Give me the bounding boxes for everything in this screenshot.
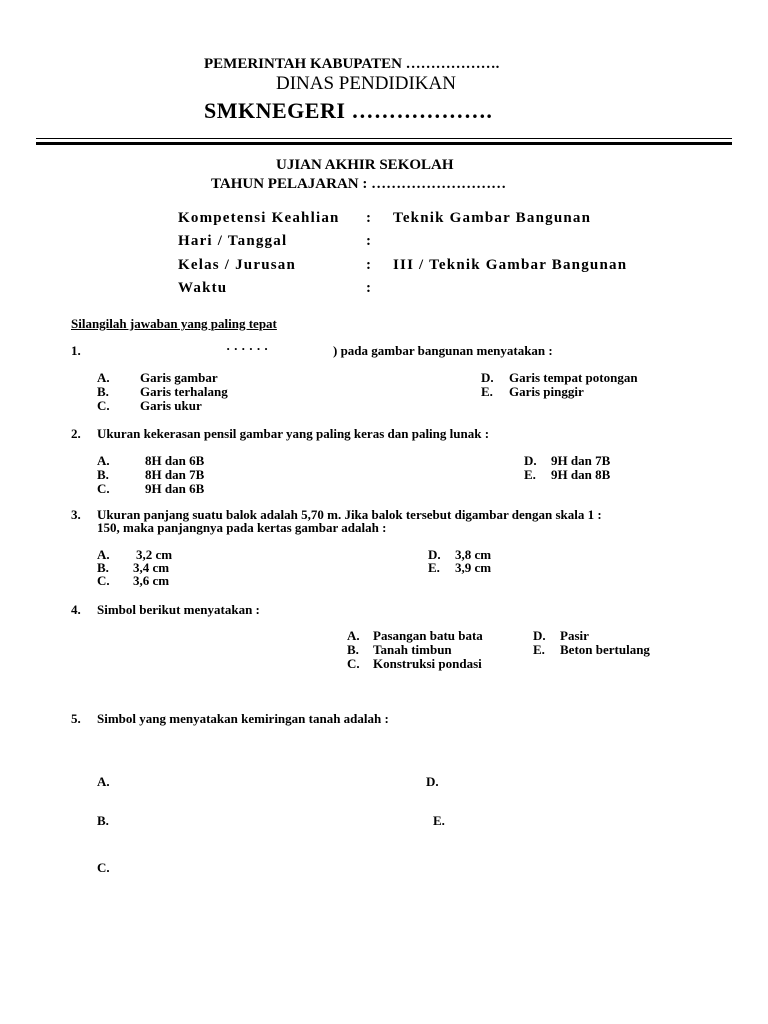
q3-option-b-letter: B.	[97, 560, 109, 575]
q3-option-c-text: 3,6 cm	[133, 573, 170, 588]
question-2-number: 2.	[71, 426, 81, 441]
header-government: PEMERINTAH KABUPATEN ……………….	[204, 56, 500, 72]
question-1-line-symbol: · · · · · ·	[226, 341, 269, 356]
kompetensi-value: Teknik Gambar Bangunan	[393, 210, 592, 226]
q3-option-b-text: 3,4 cm	[133, 560, 170, 575]
q4-option-e-text: Beton bertulang	[560, 642, 650, 657]
exam-title: UJIAN AKHIR SEKOLAH	[276, 157, 454, 173]
question-1-number: 1.	[71, 343, 81, 358]
q2-option-d-letter: D.	[524, 453, 537, 468]
q4-option-a-text: Pasangan batu bata	[373, 628, 483, 643]
q1-option-e-text: Garis pinggir	[509, 384, 584, 399]
question-3-text-line1: Ukuran panjang suatu balok adalah 5,70 m. Jika balok tersebut digambar dengan skala 1 :	[97, 507, 602, 522]
q1-option-d-letter: D.	[481, 370, 494, 385]
question-2-text: Ukuran kekerasan pensil gambar yang paling keras dan paling lunak :	[97, 426, 490, 441]
q2-option-d-text: 9H dan 7B	[551, 453, 611, 468]
waktu-label: Waktu	[178, 280, 228, 296]
q1-option-c-letter: C.	[97, 398, 110, 413]
q4-option-e-letter: E.	[533, 642, 545, 657]
q1-option-b-letter: B.	[97, 384, 109, 399]
header-divider-thick	[36, 142, 732, 145]
kompetensi-colon: :	[366, 210, 373, 226]
q2-option-a-letter: A.	[97, 453, 110, 468]
q4-option-c-letter: C.	[347, 656, 360, 671]
q5-option-b-letter: B.	[97, 813, 109, 828]
hari-colon: :	[366, 233, 373, 249]
q5-option-c-letter: C.	[97, 860, 110, 875]
kelas-label: Kelas / Jurusan	[178, 257, 297, 273]
instruction: Silangilah jawaban yang paling tepat	[71, 316, 277, 331]
question-1-text: ) pada gambar bangunan menyatakan :	[333, 343, 553, 358]
kompetensi-label: Kompetensi Keahlian	[178, 210, 340, 226]
q1-option-b-text: Garis terhalang	[140, 384, 228, 399]
question-5-number: 5.	[71, 711, 81, 726]
q1-option-d-text: Garis tempat potongan	[509, 370, 638, 385]
kelas-value: III / Teknik Gambar Bangunan	[393, 257, 628, 273]
q4-option-c-text: Konstruksi pondasi	[373, 656, 482, 671]
q2-option-e-text: 9H dan 8B	[551, 467, 611, 482]
q4-option-b-text: Tanah timbun	[373, 642, 452, 657]
kelas-colon: :	[366, 257, 373, 273]
q4-option-d-letter: D.	[533, 628, 546, 643]
question-5-text: Simbol yang menyatakan kemiringan tanah adalah :	[97, 711, 389, 726]
header-department: DINAS PENDIDIKAN	[276, 73, 456, 94]
academic-year: TAHUN PELAJARAN : ………………………	[211, 176, 507, 192]
q3-option-d-text: 3,8 cm	[455, 547, 492, 562]
q3-option-a-text: 3,2 cm	[136, 547, 173, 562]
q2-option-c-letter: C.	[97, 481, 110, 496]
q2-option-b-text: 8H dan 7B	[145, 467, 205, 482]
waktu-colon: :	[366, 280, 373, 296]
q5-option-e-letter: E.	[433, 813, 445, 828]
q3-option-a-letter: A.	[97, 547, 110, 562]
q3-option-d-letter: D.	[428, 547, 441, 562]
q5-option-d-letter: D.	[426, 774, 439, 789]
q3-option-e-text: 3,9 cm	[455, 560, 492, 575]
question-3-text-line2: 150, maka panjangnya pada kertas gambar adalah :	[97, 520, 387, 535]
q1-option-c-text: Garis ukur	[140, 398, 202, 413]
header-school: SMKNEGERI ……………….	[204, 98, 493, 123]
q4-option-b-letter: B.	[347, 642, 359, 657]
q5-option-a-letter: A.	[97, 774, 110, 789]
question-4-number: 4.	[71, 602, 81, 617]
q2-option-c-text: 9H dan 6B	[145, 481, 205, 496]
q1-option-a-letter: A.	[97, 370, 110, 385]
hari-label: Hari / Tanggal	[178, 233, 288, 249]
q4-option-a-letter: A.	[347, 628, 360, 643]
q2-option-a-text: 8H dan 6B	[145, 453, 205, 468]
q1-option-a-text: Garis gambar	[140, 370, 218, 385]
header-divider-thin	[36, 138, 732, 139]
question-4-text: Simbol berikut menyatakan :	[97, 602, 260, 617]
q4-option-d-text: Pasir	[560, 628, 589, 643]
q2-option-b-letter: B.	[97, 467, 109, 482]
q1-option-e-letter: E.	[481, 384, 493, 399]
q3-option-c-letter: C.	[97, 573, 110, 588]
q2-option-e-letter: E.	[524, 467, 536, 482]
q3-option-e-letter: E.	[428, 560, 440, 575]
question-3-number: 3.	[71, 507, 81, 522]
